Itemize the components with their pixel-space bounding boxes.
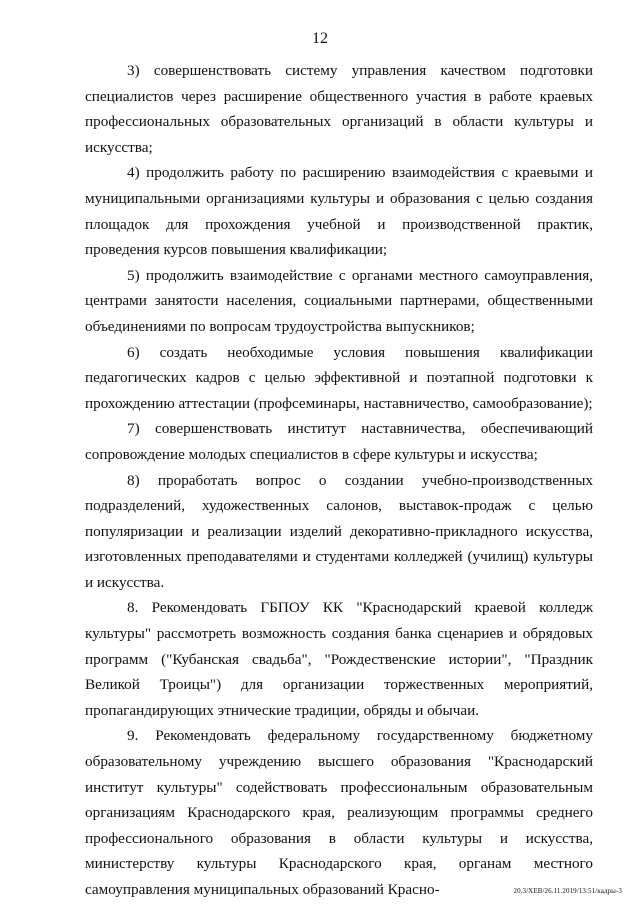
paragraph-recommendation-8: 8. Рекомендовать ГБПОУ КК "Краснодарский краевой колледж культуры" рассмотреть возможность создания банка сценариев и обрядовых программ ("Кубанская свадьба", "Рождественские истории", "Праздник Великой Троицы") для организации торжественных мероприятий, пропагандирующих этнические традиции, обряды и обычаи. — [85, 599, 593, 719]
document-body — [85, 58, 593, 903]
paragraph-item-7: 7) совершенствовать институт наставничества, обеспечивающий сопровождение молодых специалистов в сфере культуры и искусства; — [85, 420, 593, 463]
paragraph-item-5: 5) продолжить взаимодействие с органами местного самоуправления, центрами занятости населения, социальными партнерами, общественными объединениями по вопросам трудоустройства выпускников; — [85, 266, 593, 335]
paragraph-item-4: 4) продолжить работу по расширению взаимодействия с краевыми и муниципальными организациями культуры и образования с целью создания площадок для прохождения учебной и производственной практик, проведения курсов повышения квалификации; — [85, 164, 593, 259]
page-number: 12 — [312, 30, 328, 47]
paragraph-item-6: 6) создать необходимые условия повышения квалификации педагогических кадров с целью эффективной и поэтапной подготовки к прохождению аттестации (профсеминары, наставничество, самообразование); — [85, 343, 593, 412]
paragraph-recommendation-9: 9. Рекомендовать федеральному государственному бюджетному образовательному учреждению высшего образования "Краснодарский институт культуры" содействовать профессиональным образовательным организациям Краснодарского края, реализующим программы среднего профессионального образования в области культуры и искусства, министерству культуры Краснодарского края, органам местного самоуправления муниципальных образований Красно- — [85, 727, 593, 898]
document-footer-code: 20.3/ХЕВ/26.11.2019/13:51/кадры-3 — [513, 887, 622, 895]
paragraph-item-3: 3) совершенствовать систему управления качеством подготовки специалистов через расширение общественного участия в работе краевых профессиональных образовательных организаций в области культуры и искусства; — [85, 62, 593, 156]
paragraph-item-8: 8) проработать вопрос о создании учебно-производственных подразделений, художественных салонов, выставок-продаж с целью популяризации и реализации изделий декоративно-прикладного искусства, изготовленных преподавателями и студентами колледжей (училищ) культуры и искусства. — [85, 471, 593, 591]
